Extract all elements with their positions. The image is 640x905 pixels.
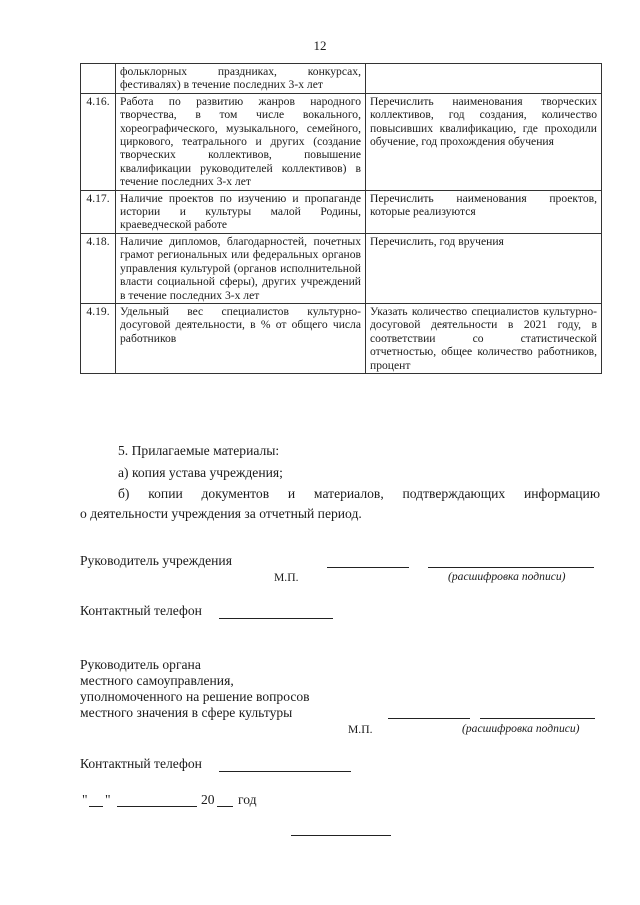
stamp-place: М.П. [348,723,373,736]
row-description: фольклорных праздниках, конкурсах, фестивалях) в течение последних 3-х лет [116,64,366,94]
row-instruction: Перечислить наименования проектов, которые реализуются [366,190,602,233]
row-description: Наличие проектов по изучению и пропаганде истории и культуры малой Родины, краеведческой работе [116,190,366,233]
row-number: 4.18. [81,233,116,303]
page-number: 12 [313,38,327,53]
table-row [81,233,602,303]
date-month-line [117,806,197,807]
date-year-prefix: 20 [201,792,215,807]
table-row [81,190,602,233]
row-description: Наличие дипломов, благодарностей, почетных грамот региональных или федеральных органов управления культурой (органов исполнительной власти социальной сферы), других учреждений в течение последних 3-х лет [116,233,366,303]
criteria-table [80,63,602,374]
materials-item-b-line2: о деятельности учреждения за отчетный период. [80,506,362,521]
date-year-suffix: год [238,792,257,807]
authority-head-line4: местного значения в сфере культуры [80,705,293,720]
contact-phone-line [219,618,333,619]
table-row [81,64,602,94]
row-instruction: Перечислить наименования творческих коллективов, год создания, количество повысивших квалификацию, где проходили обучение, год прохождения обучения [366,93,602,190]
materials-item-b-line1: б) копии документов и материалов, подтверждающих информацию [118,486,600,501]
materials-item-a: а) копия устава учреждения; [118,465,283,480]
signature-decode-note: (расшифровка подписи) [462,722,580,735]
table-row [81,303,602,373]
stamp-place: М.П. [274,571,299,584]
head-of-institution-label: Руководитель учреждения [80,553,232,568]
authority-head-line2: местного самоуправления, [80,673,234,688]
end-separator-line [291,835,391,836]
materials-heading: 5. Прилагаемые материалы: [118,443,280,458]
date-quote-open: " [82,792,88,807]
date-day-line [89,806,103,807]
signature-line [327,567,409,568]
row-number: 4.17. [81,190,116,233]
authority-head-line3: уполномоченного на решение вопросов [80,689,310,704]
signature-decode-line [428,567,594,568]
row-number [81,64,116,94]
row-number: 4.16. [81,93,116,190]
row-description: Работа по развитию жанров народного творчества, в том числе вокального, хореографического, музыкального, семейного, циркового, театрального и других (создание творческих коллективов, повышение квалификации руководителей коллективов) в течение последних 3-х лет [116,93,366,190]
contact-phone-label: Контактный телефон [80,756,202,771]
contact-phone-line [219,771,351,772]
table-row [81,93,602,190]
signature-decode-note: (расшифровка подписи) [448,570,566,583]
signature-line [388,718,470,719]
date-quote-close: " [105,792,111,807]
signature-decode-line [480,718,595,719]
row-number: 4.19. [81,303,116,373]
contact-phone-label: Контактный телефон [80,603,202,618]
row-instruction: Указать количество специалистов культурно-досуговой деятельности в 2021 году, в соответствии со статистической отчетностью, общее количество работников, процент [366,303,602,373]
date-year-line [217,806,233,807]
row-instruction: Перечислить, год вручения [366,233,602,303]
row-description: Удельный вес специалистов культурно-досуговой деятельности, в % от общего числа работников [116,303,366,373]
authority-head-line1: Руководитель органа [80,657,201,672]
row-instruction [366,64,602,94]
